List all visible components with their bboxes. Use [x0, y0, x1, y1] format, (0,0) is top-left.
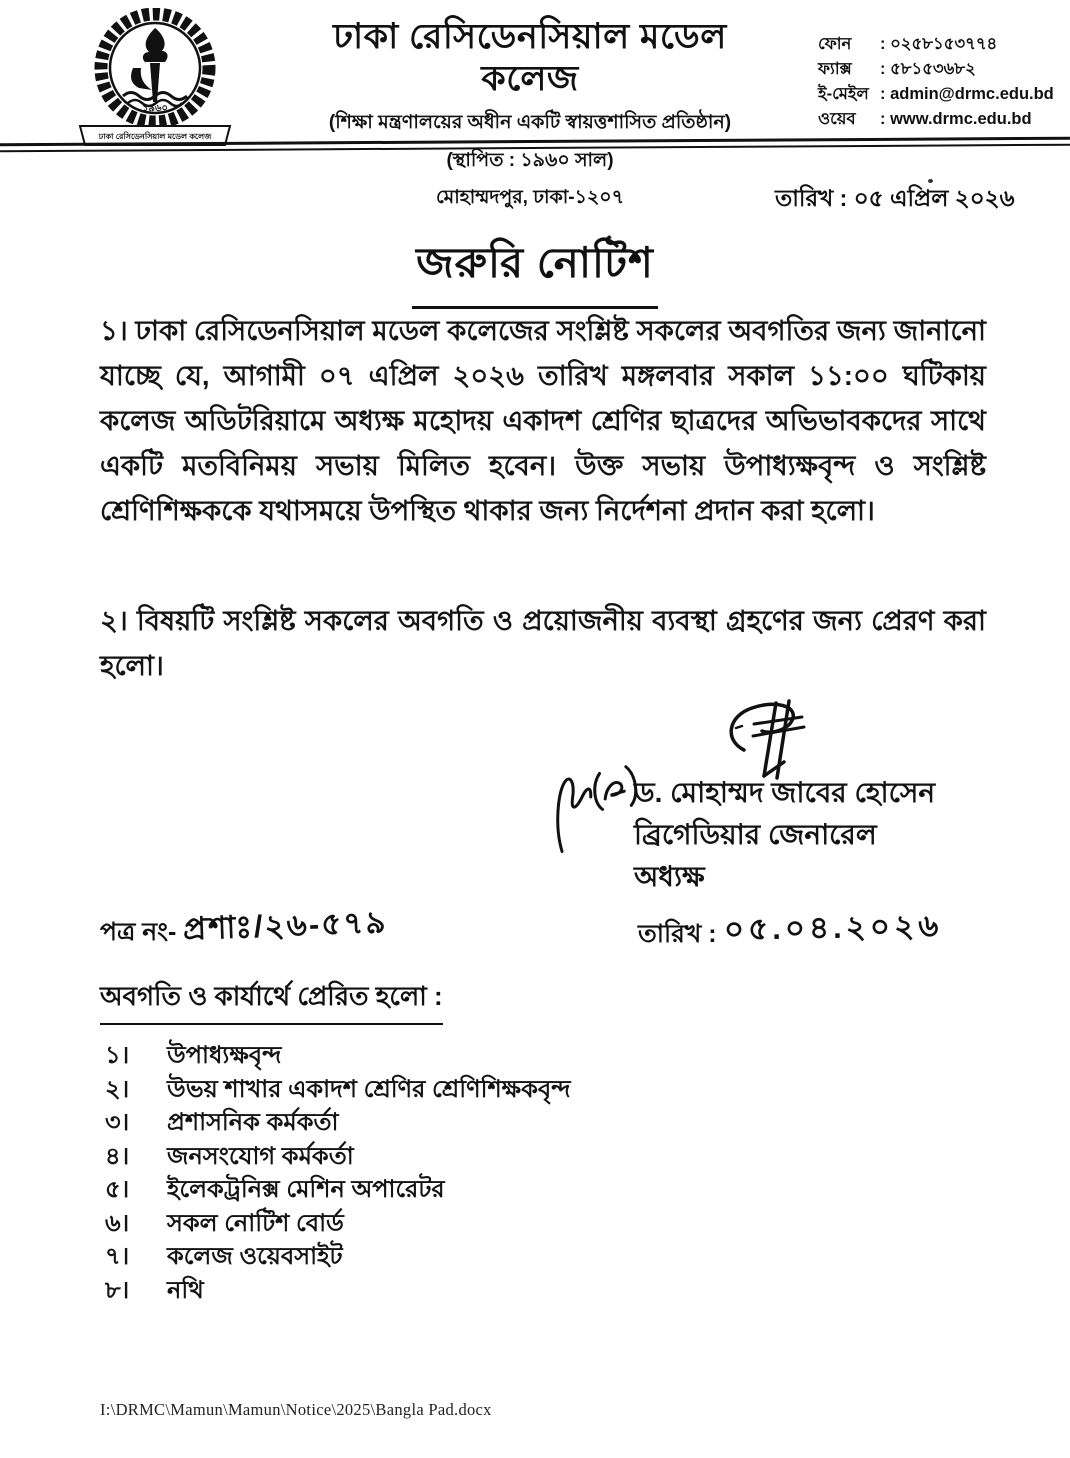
signatory-designation: অধ্যক্ষ	[634, 861, 705, 892]
list-item	[105, 1243, 805, 1271]
reference-date-label: তারিখ :	[638, 920, 717, 948]
letter-reference	[100, 906, 388, 958]
college-emblem-icon	[72, 8, 238, 153]
contact-fax	[818, 57, 1064, 82]
reference-number-handwritten: প্রশাঃ/২৬-৫৭৯	[182, 904, 389, 947]
list-item-text: সকল নোটিশ বোর্ড	[167, 1209, 344, 1237]
list-item-number: ৭।	[105, 1243, 130, 1270]
website-value: : www.drmc.edu.bd	[880, 110, 1032, 128]
list-item-text: জনসংযোগ কর্মকর্তা	[167, 1142, 354, 1170]
email-label: ই-মেইল	[818, 85, 869, 103]
signature-icon	[722, 698, 817, 783]
list-item	[105, 1176, 805, 1204]
letterhead	[290, 16, 770, 215]
phone-value: : ০২৫৮১৫৩৭৭৪	[880, 35, 998, 53]
signatory-rank: ব্রিগেডিয়ার জেনারেল	[634, 819, 877, 850]
list-item-text: প্রশাসনিক কর্মকর্তা	[167, 1109, 339, 1136]
list-item-text: কলেজ ওয়েবসাইট	[167, 1243, 343, 1270]
list-item-number: ১।	[105, 1042, 130, 1069]
college-established: (স্থাপিত : ১৯৬০ সাল)	[446, 150, 614, 171]
list-item-text: নথি	[167, 1276, 204, 1304]
list-item	[105, 1277, 805, 1305]
college-name: ঢাকা রেসিডেনসিয়াল মডেল কলেজ	[333, 17, 727, 98]
list-item	[105, 1076, 805, 1104]
reference-date-handwritten: ০৫.০৪.২০২৬	[723, 908, 943, 947]
svg-text:১৯৬০: ১৯৬০	[142, 103, 168, 114]
email-value: : admin@drmc.edu.bd	[880, 85, 1054, 103]
reference-date	[638, 908, 942, 960]
list-item-text: ইলেকট্রনিক্স মেশিন অপারেটর	[167, 1176, 445, 1203]
list-item	[105, 1042, 805, 1070]
notice-paragraph-2: ২। বিষয়টি সংশ্লিষ্ট সকলের অবগতি ও প্রয়োজনীয় ব্যবস্থা গ্রহণের জন্য প্রেরণ করা হলো।	[100, 605, 986, 681]
list-item-number: ৮।	[105, 1276, 130, 1304]
contact-email	[818, 82, 1064, 107]
fax-value: : ৫৮১৫৩৬৮২	[880, 60, 976, 78]
svg-text:ঢাকা রেসিডেনসিয়াল মডেল কলেজ: ঢাকা রেসিডেনসিয়াল মডেল কলেজ	[98, 132, 212, 141]
fax-label: ফ্যাক্স	[818, 60, 852, 78]
list-item	[105, 1109, 805, 1137]
contact-info-block	[818, 32, 1064, 132]
distribution-list	[105, 1042, 805, 1310]
college-emblem-logo	[72, 8, 238, 153]
signature-flourish	[722, 698, 817, 783]
list-item-number: ৬।	[105, 1209, 130, 1237]
college-subtitle: (শিক্ষা মন্ত্রণালয়ের অধীন একটি স্বায়ত্তশাসিত প্রতিষ্ঠান)	[328, 112, 732, 133]
list-item-number: ৩।	[105, 1109, 130, 1136]
notice-title-wrap	[0, 230, 1070, 309]
notice-title: জরুরি নোটিশ	[412, 230, 658, 309]
signature-block	[634, 772, 964, 898]
list-item-number: ৫।	[105, 1176, 130, 1203]
list-item-number: ২।	[105, 1075, 130, 1103]
website-label: ওয়েব	[818, 110, 856, 128]
contact-phone	[818, 32, 1064, 57]
list-item	[105, 1210, 805, 1238]
document-file-path: I:\DRMC\Mamun\Mamun\Notice\2025\Bangla Pad.docx	[100, 1400, 492, 1419]
college-address: মোহাম্মদপুর, ঢাকা-১২০৭	[435, 187, 625, 208]
list-item-text: উভয় শাখার একাদশ শ্রেণির শ্রেণিশিক্ষকবৃন্দ	[167, 1075, 571, 1103]
notice-paragraph-1: ১। ঢাকা রেসিডেনসিয়াল মডেল কলেজের সংশ্লিষ্ট সকলের অবগতির জন্য জানানো যাচ্ছে যে, আগামী ০৭ এপ্রিল ২০২৬ তারিখ মঙ্গলবার সকাল ১১:০০ ঘটিকায় কলেজ অডিটরিয়ামে অধ্যক্ষ মহোদয় একাদশ শ্রেণির ছাত্রদের অভিভাবকদের সাথে একটি মতবিনিময় সভায় মিলিত হবেন। উক্ত সভায় উপাধ্যক্ষবৃন্দ ও সংশ্লিষ্ট শ্রেণিশিক্ষককে যথাসময়ে উপস্থিত থাকার জন্য নির্দেশনা প্রদান করা হলো।	[100, 315, 986, 526]
phone-label: ফোন	[818, 35, 852, 53]
signatory-name: ড. মোহাম্মদ জাবের হোসেন	[634, 777, 936, 808]
reference-label: পত্র নং-	[100, 918, 177, 946]
issue-date: তারিখ : ০৫ এপ্রিল ২০২৬	[775, 185, 1015, 211]
distribution-heading: অবগতি ও কার্যার্থে প্রেরিত হলো :	[100, 976, 443, 1025]
list-item-text: উপাধ্যক্ষবৃন্দ	[167, 1042, 282, 1069]
list-item-number: ৪।	[105, 1142, 130, 1170]
contact-website	[818, 107, 1064, 132]
list-item	[105, 1143, 805, 1171]
